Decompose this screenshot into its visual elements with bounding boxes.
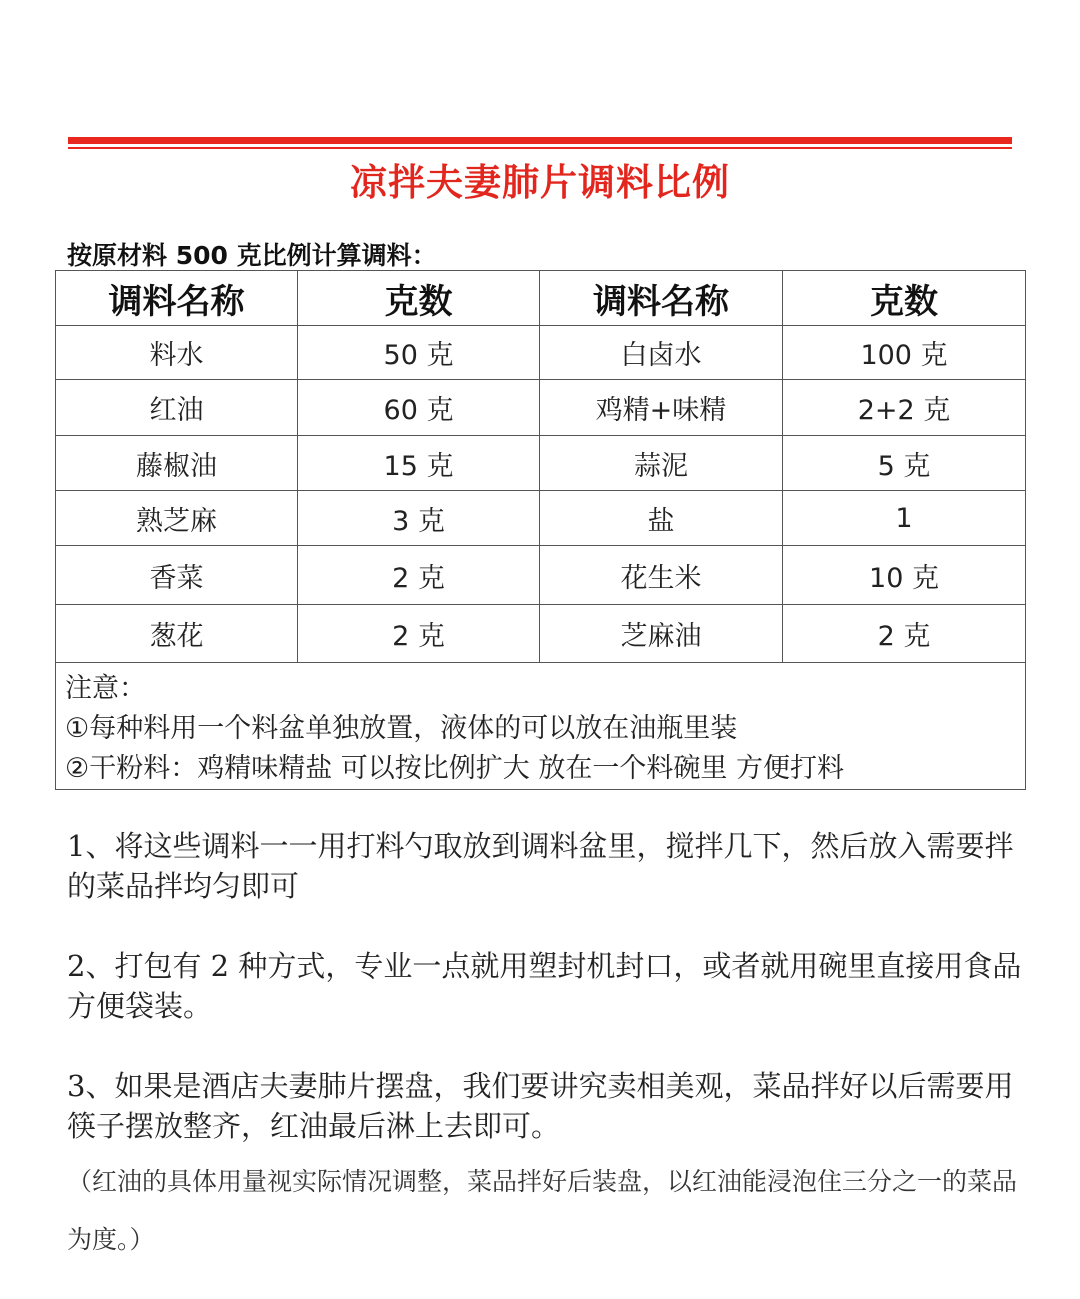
footnote-paragraph: （红油的具体用量视实际情况调整，菜品拌好后装盘，以红油能浸泡住三分之一的菜品为度。）: [67, 1167, 1018, 1254]
table-cell: 2 克: [298, 605, 540, 663]
table-row: [56, 546, 1026, 605]
table-row: [56, 491, 1026, 546]
table-cell: 15 克: [298, 436, 540, 491]
table-cell: 藤椒油: [56, 436, 298, 491]
table-cell: 2 克: [783, 605, 1026, 663]
table-cell: 2 克: [298, 546, 540, 605]
top-red-rule: [68, 137, 1012, 144]
seasoning-table: [55, 270, 1026, 790]
table-cell: 5 克: [783, 436, 1026, 491]
table-row: [56, 436, 1026, 491]
header-seasoning-name: 调料名称: [540, 271, 783, 326]
notes-cell: [56, 663, 1026, 790]
table-cell: 50 克: [298, 326, 540, 380]
notes-row: [56, 663, 1026, 790]
step-paragraph-1: 1、将这些调料一一用打料勺取放到调料盆里，搅拌几下，然后放入需要拌的菜品拌均匀即可: [67, 829, 1014, 903]
table-cell: 葱花: [56, 605, 298, 663]
note-item: ①每种料用一个料盆单独放置，液体的可以放在油瓶里装: [65, 713, 738, 744]
top-red-rule-thin: [68, 147, 1012, 149]
table-cell: 蒜泥: [540, 436, 783, 491]
table-cell: 红油: [56, 380, 298, 436]
notes-heading: 注意：: [65, 673, 146, 704]
table-cell: 1: [783, 491, 1026, 546]
table-cell: 60 克: [298, 380, 540, 436]
subtitle: 按原材料 500 克比例计算调料：: [67, 241, 437, 270]
table-cell: 芝麻油: [540, 605, 783, 663]
table-cell: 香菜: [56, 546, 298, 605]
table-cell: 白卤水: [540, 326, 783, 380]
table-cell: 盐: [540, 491, 783, 546]
table-row: [56, 326, 1026, 380]
table-cell: 10 克: [783, 546, 1026, 605]
table-cell: 3 克: [298, 491, 540, 546]
table-cell: 熟芝麻: [56, 491, 298, 546]
step-paragraph-3: 3、如果是酒店夫妻肺片摆盘，我们要讲究卖相美观，菜品拌好以后需要用筷子摆放整齐，红油最后淋上去即可。: [67, 1069, 1014, 1143]
header-seasoning-name: 调料名称: [56, 271, 298, 326]
table-cell: 100 克: [783, 326, 1026, 380]
table-cell: 料水: [56, 326, 298, 380]
table-cell: 鸡精+味精: [540, 380, 783, 436]
table-header-row: [56, 271, 1026, 326]
header-grams: 克数: [298, 271, 540, 326]
table-row: [56, 605, 1026, 663]
header-grams: 克数: [783, 271, 1026, 326]
table-cell: 2+2 克: [783, 380, 1026, 436]
step-paragraph-2: 2、打包有 2 种方式，专业一点就用塑封机封口，或者就用碗里直接用食品方便袋装。: [67, 949, 1022, 1023]
table-row: [56, 380, 1026, 436]
note-item: ②干粉料：鸡精味精盐 可以按比例扩大 放在一个料碗里 方便打料: [65, 753, 844, 784]
page-title: 凉拌夫妻肺片调料比例: [350, 161, 730, 204]
table-cell: 花生米: [540, 546, 783, 605]
